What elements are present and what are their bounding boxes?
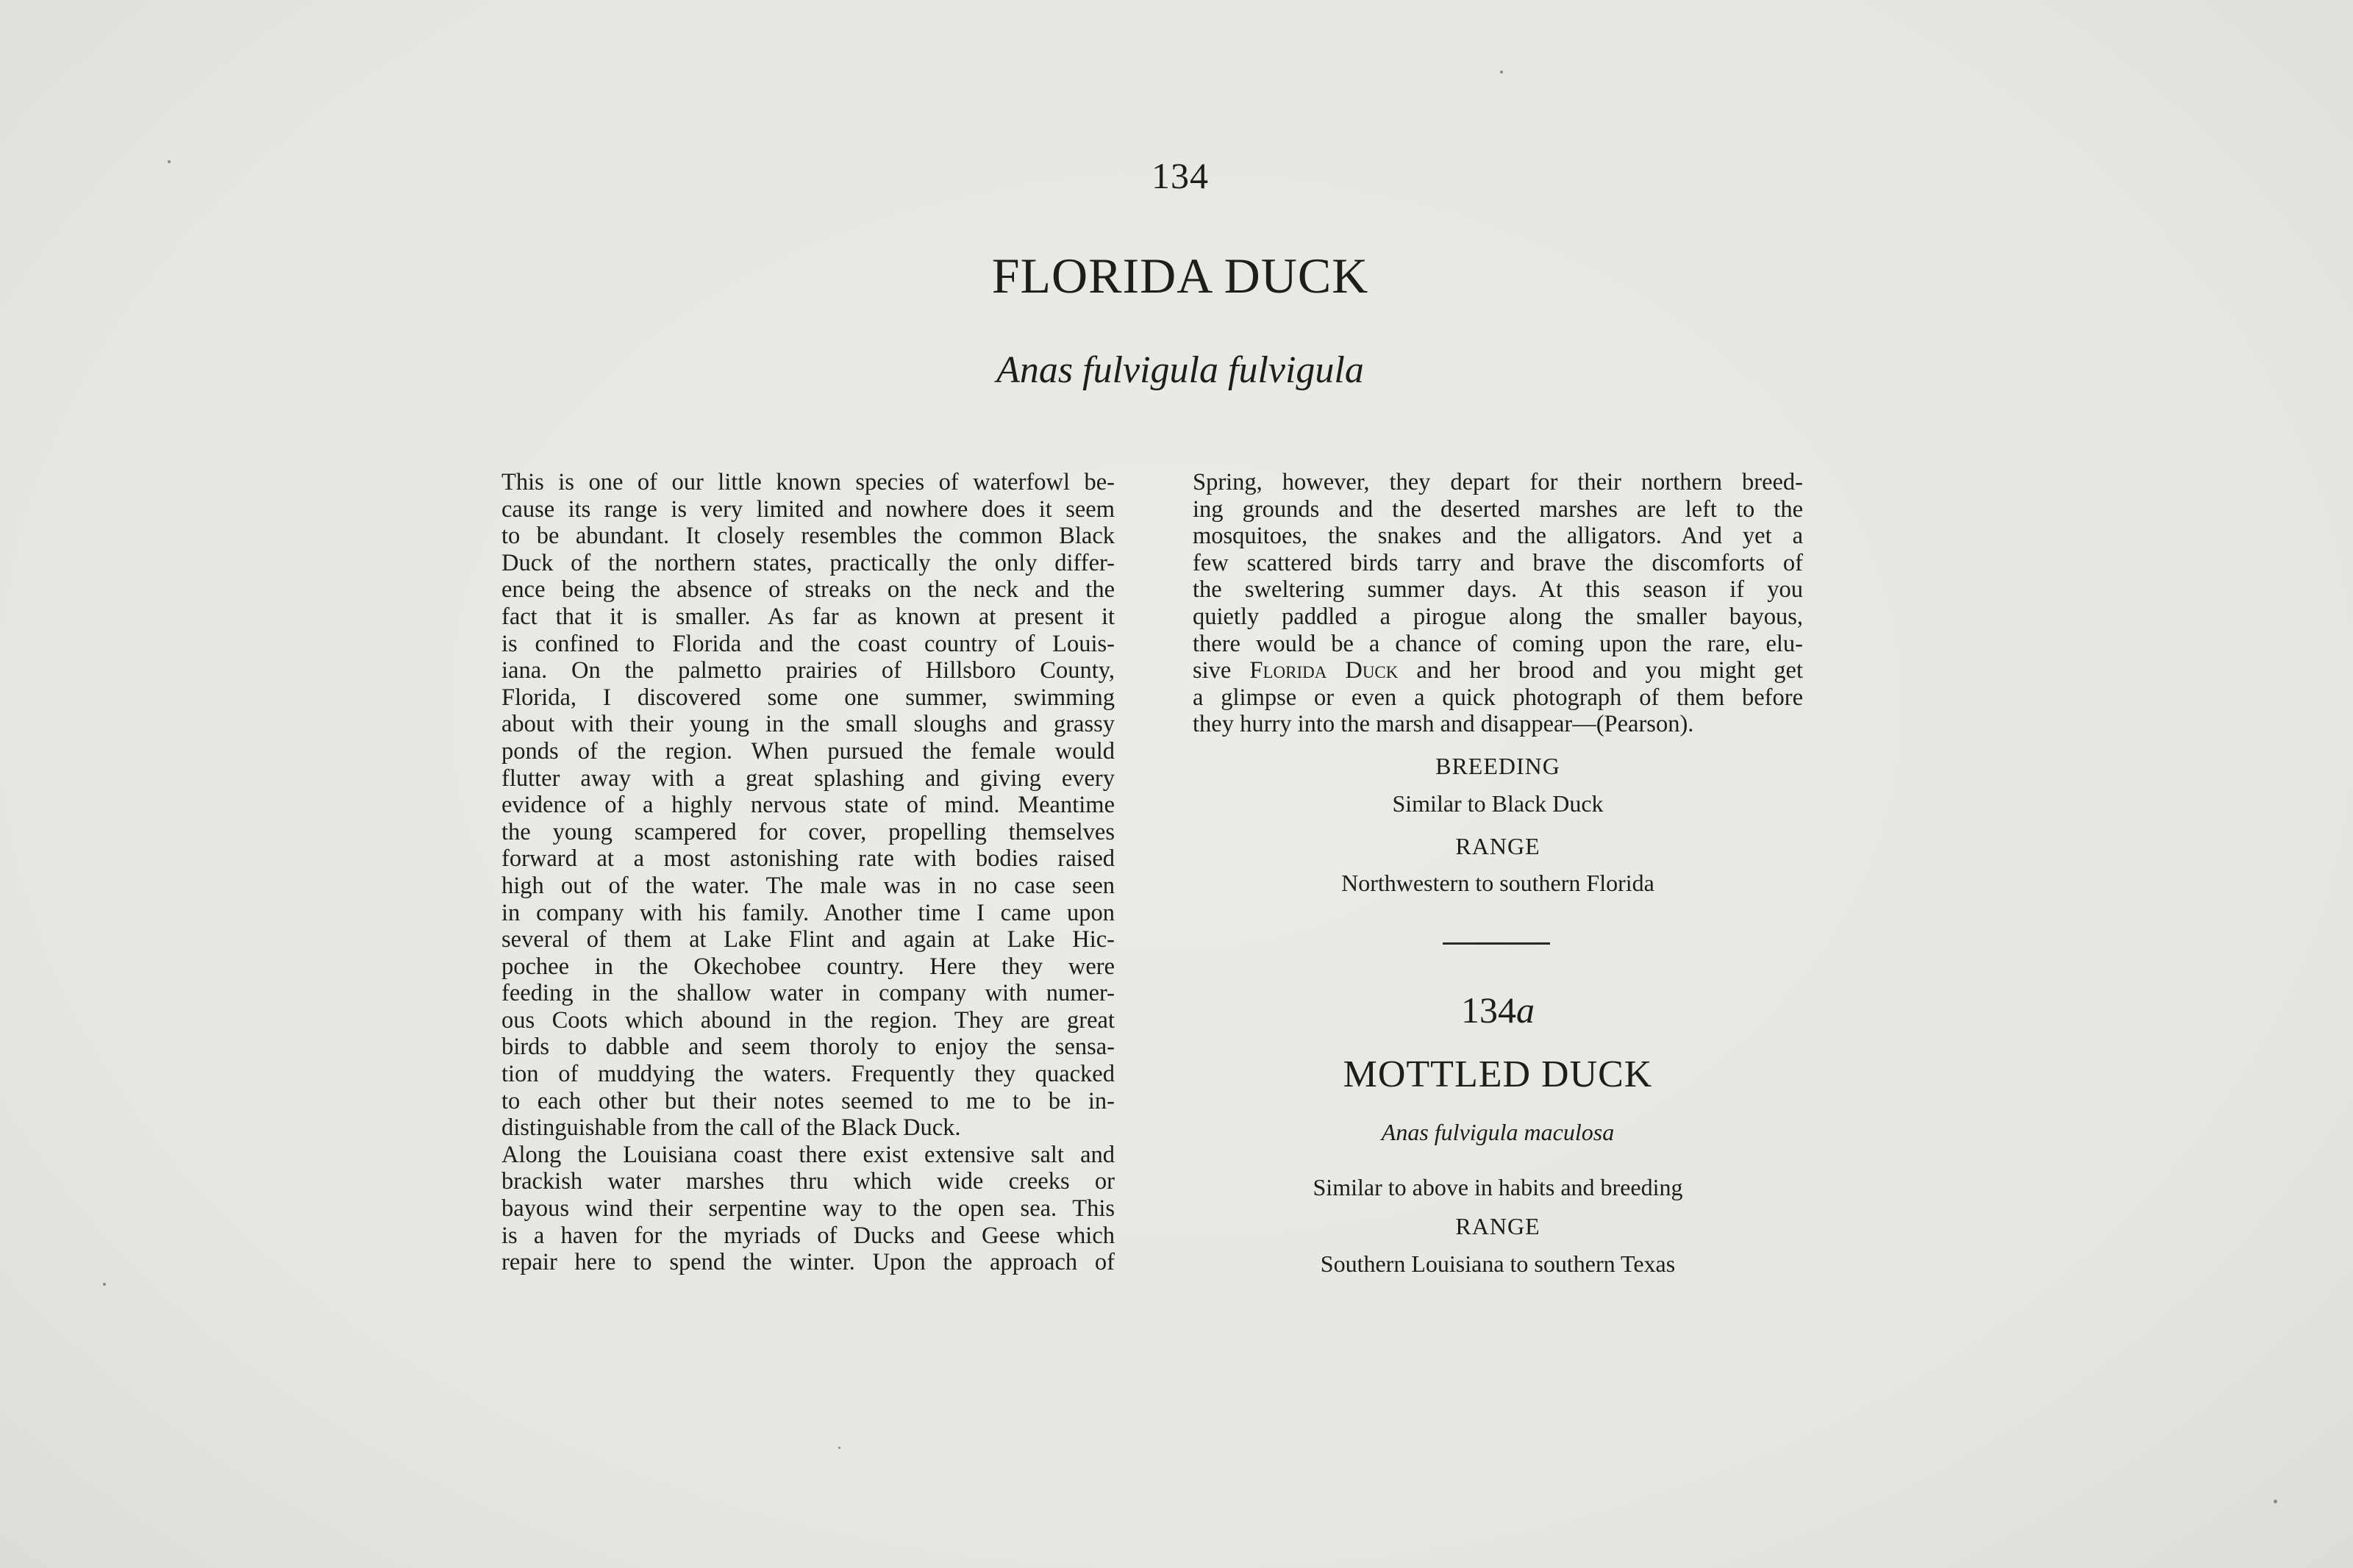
text-line: Duck of the northern states, practically the only differ- xyxy=(501,549,1115,576)
subspecies-number xyxy=(1193,989,1803,1031)
paper-speck xyxy=(168,160,171,163)
subspecies-title: MOTTLED DUCK xyxy=(1343,1053,1653,1095)
text-line: high out of the water. The male was in no case seen xyxy=(501,872,1115,899)
subspecies-number-suffix: a xyxy=(1516,989,1535,1031)
text-line: bayous wind their serpentine way to the open sea. This xyxy=(501,1195,1115,1222)
text-fragment: sive xyxy=(1193,657,1250,684)
text-line: few scattered birds tarry and brave the discomforts of xyxy=(1193,549,1803,576)
subspecies-range-text: Southern Louisiana to southern Texas xyxy=(1320,1250,1676,1277)
text-line: is a haven for the myriads of Ducks and Geese which xyxy=(501,1222,1115,1249)
paper-speck xyxy=(838,1447,840,1449)
text-line: quietly paddled a pirogue along the smaller bayous, xyxy=(1193,603,1803,630)
text-fragment: and her brood and you might get xyxy=(1398,657,1803,684)
text-line: there would be a chance of coming upon the rare, elu- xyxy=(1193,630,1803,657)
text-line: distinguishable from the call of the Black Duck. xyxy=(501,1114,961,1142)
text-line: flutter away with a great splashing and giving every xyxy=(501,765,1115,792)
paper-speck xyxy=(103,1283,106,1286)
text-line: is confined to Florida and the coast country of Louis- xyxy=(501,630,1115,657)
text-line: ponds of the region. When pursued the female would xyxy=(501,737,1115,765)
range-heading: RANGE xyxy=(1455,833,1540,859)
text-line: feeding in the shallow water in company with numer- xyxy=(501,980,1115,1007)
paper-speck xyxy=(2274,1500,2277,1503)
paper-speck xyxy=(1500,71,1503,74)
text-line: pochee in the Okechobee country. Here they were xyxy=(501,953,1115,980)
text-line: to be abundant. It closely resembles the common Black xyxy=(501,523,1115,550)
species-name-smallcaps: Florida Duck xyxy=(1249,657,1399,684)
species-scientific-name: Anas fulvigula fulvigula xyxy=(996,349,1364,391)
page-number: 134 xyxy=(1151,155,1209,196)
subspecies-range-heading: RANGE xyxy=(1455,1213,1540,1239)
text-line: ence being the absence of streaks on the neck and the xyxy=(501,576,1115,604)
text-line: cause its range is very limited and nowhere does it seem xyxy=(501,495,1115,523)
text-line: the young scampered for cover, propelling themselves xyxy=(501,818,1115,845)
text-line: brackish water marshes thru which wide creeks or xyxy=(501,1168,1115,1195)
text-line: in company with his family. Another time I came upon xyxy=(501,899,1115,926)
right-column-text xyxy=(1193,469,1803,738)
text-line: ing grounds and the deserted marshes are left to the xyxy=(1193,495,1803,523)
subspecies-scientific-name: Anas fulvigula maculosa xyxy=(1381,1119,1615,1145)
text-line: fact that it is smaller. As far as known at present it xyxy=(501,603,1115,630)
range-text: Northwestern to southern Florida xyxy=(1341,870,1654,896)
subspecies-habits-text: Similar to above in habits and breeding xyxy=(1313,1174,1683,1200)
text-line: iana. On the palmetto prairies of Hillsboro County, xyxy=(501,657,1115,684)
text-line: birds to dabble and seem thoroly to enjoy the sensa- xyxy=(501,1034,1115,1061)
text-line: Along the Louisiana coast there exist extensive salt and xyxy=(501,1141,1115,1168)
text-line: ous Coots which abound in the region. They are great xyxy=(501,1006,1115,1034)
left-column-text xyxy=(501,469,1115,1276)
text-line: evidence of a highly nervous state of mind. Meantime xyxy=(501,792,1115,819)
species-title: FLORIDA DUCK xyxy=(991,248,1369,304)
text-line: repair here to spend the winter. Upon the approach of xyxy=(501,1249,1115,1276)
text-line: to each other but their notes seemed to me to be in- xyxy=(501,1087,1115,1114)
section-divider xyxy=(1443,942,1550,945)
text-line: Spring, however, they depart for their northern breed- xyxy=(1193,469,1803,495)
text-line: This is one of our little known species of waterfowl be- xyxy=(501,469,1115,495)
text-line xyxy=(1193,657,1803,684)
text-line: tion of muddying the waters. Frequently they quacked xyxy=(501,1061,1115,1088)
text-line: several of them at Lake Flint and again at Lake Hic- xyxy=(501,926,1115,953)
breeding-heading: BREEDING xyxy=(1435,753,1560,779)
text-line: Florida, I discovered some one summer, swimming xyxy=(501,684,1115,711)
text-line: the sweltering summer days. At this season if you xyxy=(1193,576,1803,604)
text-line: forward at a most astonishing rate with bodies raised xyxy=(501,845,1115,873)
text-line: mosquitoes, the snakes and the alligators. And yet a xyxy=(1193,523,1803,550)
text-line: about with their young in the small sloughs and grassy xyxy=(501,711,1115,738)
subspecies-number-digits: 134 xyxy=(1461,989,1516,1031)
text-line: they hurry into the marsh and disappear—(Pearson). xyxy=(1193,711,1694,738)
text-line: a glimpse or even a quick photograph of them before xyxy=(1193,684,1803,711)
breeding-text: Similar to Black Duck xyxy=(1392,790,1604,817)
